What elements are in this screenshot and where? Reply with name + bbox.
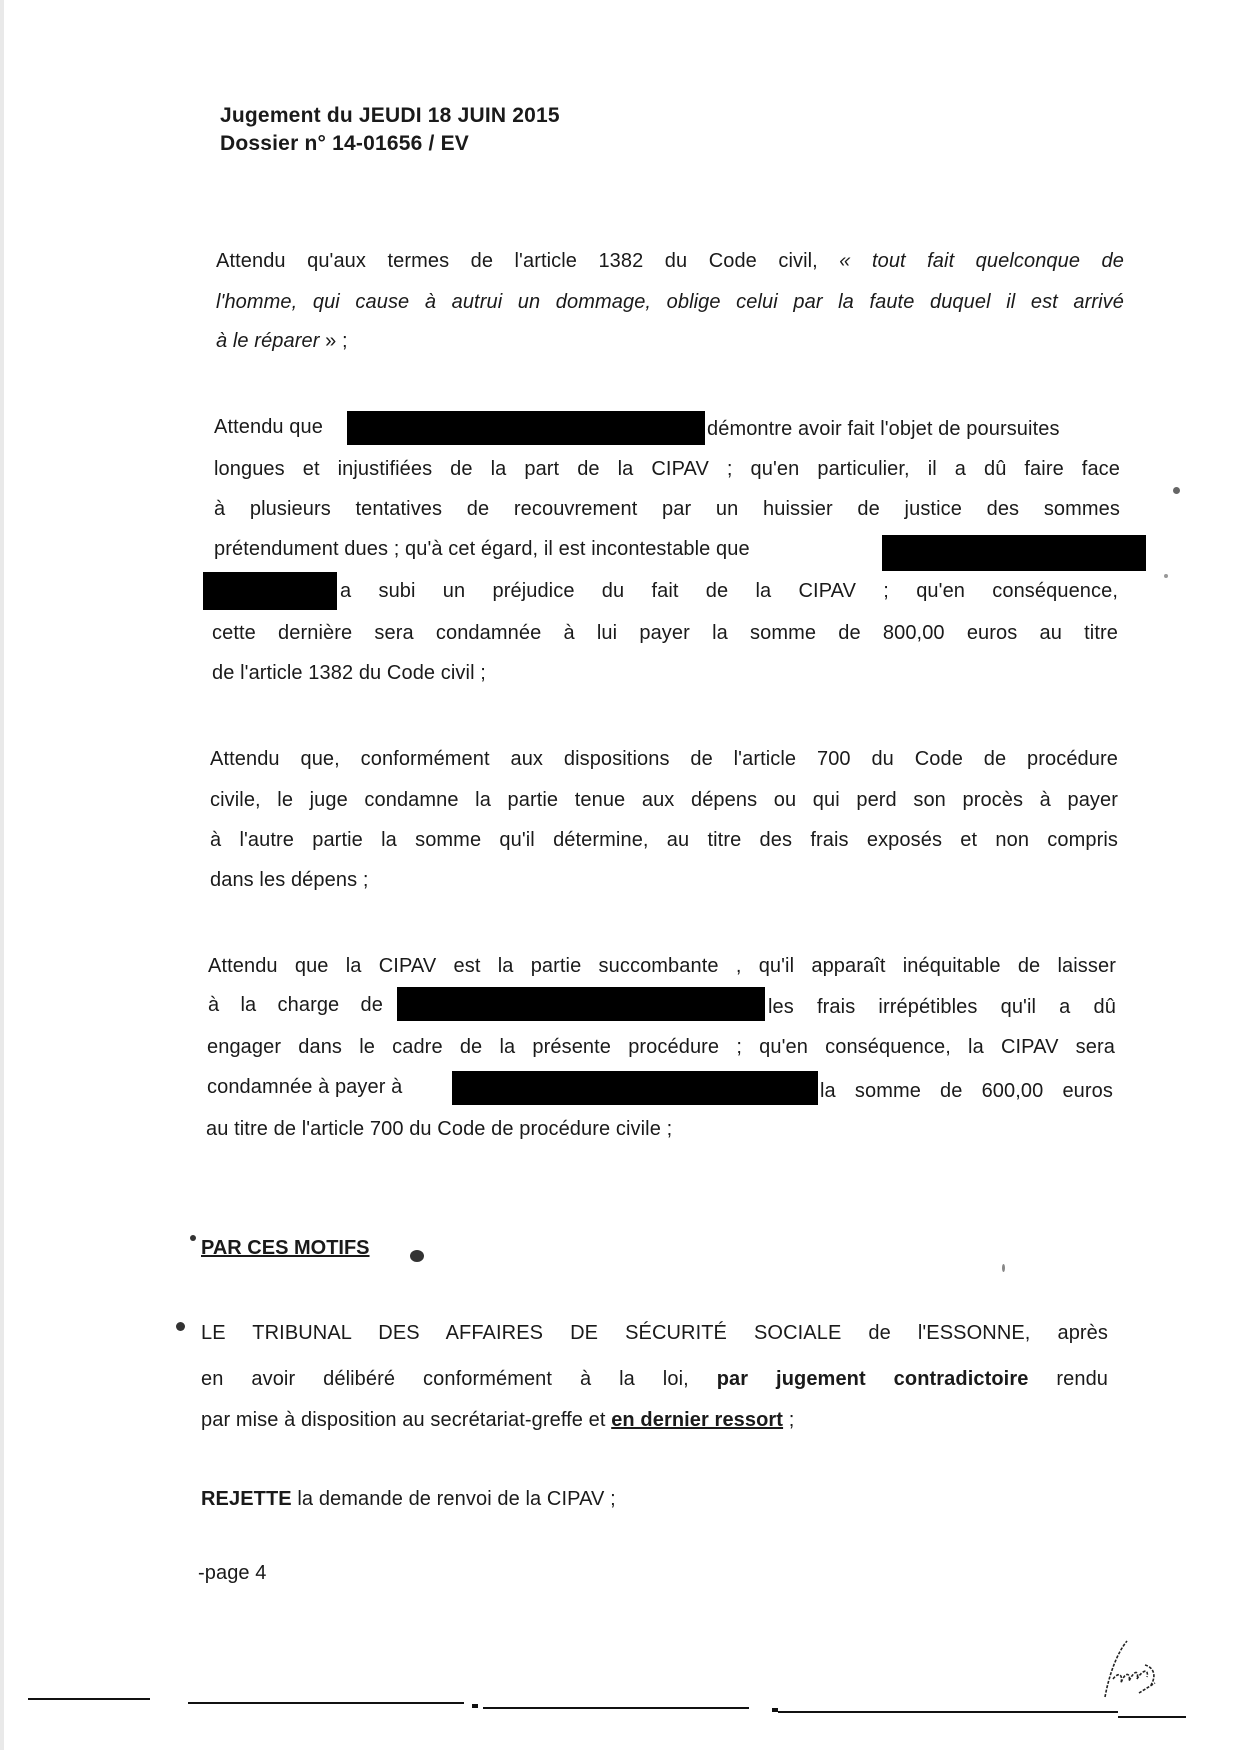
para4-line4-end: la somme de 600,00 euros [820, 1080, 1113, 1102]
redacted-name [452, 1071, 818, 1105]
para1-line1-text: Attendu qu'aux termes de l'article 1382 du Code civil, [216, 250, 840, 272]
judgment-date: Jugement du JEUDI 18 JUIN 2015 [220, 104, 560, 127]
footer-rule [778, 1711, 1118, 1713]
para1-line2: l'homme, qui cause à autrui un dommage, oblige celui par la faute duquel il est arrivé [216, 291, 1124, 313]
para2-line7: de l'article 1382 du Code civil ; [212, 662, 486, 684]
footer-dot [472, 1704, 478, 1708]
footer-rule [1118, 1716, 1186, 1718]
para2-line1-end: démontre avoir fait l'objet de poursuites [707, 418, 1060, 440]
para4-line3: engager dans le cadre de la présente procédure ; qu'en conséquence, la CIPAV sera [207, 1036, 1115, 1058]
para4-line2-start: à la charge de [208, 994, 383, 1016]
redacted-name [397, 987, 765, 1021]
para2-line2: longues et injustifiées de la part de la CIPAV ; qu'en particulier, il a dû faire face [214, 458, 1120, 480]
para1-quote-end: à le réparer [216, 330, 320, 352]
para2-line1-start: Attendu que [214, 416, 323, 438]
para4-line4-start: condamnée à payer à [207, 1076, 403, 1098]
para1-line3 [216, 330, 348, 353]
disposition-line [201, 1409, 794, 1432]
deliberation-line [201, 1368, 1108, 1391]
para4-line1: Attendu que la CIPAV est la partie succombante , qu'il apparaît inéquitable de laisser [208, 955, 1116, 977]
para1-quote-start: « tout fait quelconque de [839, 250, 1124, 272]
para3-line2: civile, le juge condamne la partie tenue aux dépens ou qui perd son procès à payer [210, 789, 1118, 811]
rejette-text: la demande de renvoi de la CIPAV ; [291, 1488, 616, 1510]
section-title-par-ces-motifs: PAR CES MOTIFS [201, 1237, 370, 1259]
judgment-type: par jugement contradictoire [716, 1368, 1029, 1390]
disposition-punct: ; [783, 1409, 795, 1431]
para1-line1 [216, 250, 1124, 273]
scan-speck [410, 1250, 424, 1262]
para2-line3: à plusieurs tentatives de recouvrement par un huissier de justice des sommes [214, 498, 1120, 520]
para2-line6: cette dernière sera condamnée à lui payer la somme de 800,00 euros au titre [212, 622, 1118, 644]
scan-speck [1173, 487, 1180, 494]
para3-line3: à l'autre partie la somme qu'il détermine, au titre des frais exposés et non compris [210, 829, 1118, 851]
deliberation-end: rendu [1028, 1368, 1109, 1390]
para4-line5: au titre de l'article 700 du Code de procédure civile ; [206, 1118, 673, 1140]
redacted-name [882, 535, 1146, 571]
redacted-name [347, 411, 705, 445]
disposition-text: par mise à disposition au secrétariat-greffe et [201, 1409, 612, 1431]
tribunal-line: LE TRIBUNAL DES AFFAIRES DE SÉCURITÉ SOCIALE de l'ESSONNE, après [201, 1322, 1108, 1344]
signature-initials [1095, 1635, 1175, 1705]
para4-line2-end: les frais irrépétibles qu'il a dû [768, 996, 1116, 1018]
footer-rule [188, 1702, 464, 1704]
deliberation-text: en avoir délibéré conformément à la loi, [201, 1368, 717, 1390]
scan-edge [0, 0, 4, 1750]
para3-line4: dans les dépens ; [210, 869, 369, 891]
para2-line4-start: prétendument dues ; qu'à cet égard, il est incontestable que [214, 538, 750, 560]
para1-line3-punct: » ; [319, 330, 348, 352]
scan-speck [1164, 574, 1168, 578]
footer-rule [483, 1707, 749, 1709]
scan-speck [1002, 1264, 1005, 1272]
rejette-keyword: REJETTE [201, 1488, 292, 1510]
scan-speck [190, 1235, 196, 1241]
para3-line1: Attendu que, conformément aux dispositions de l'article 700 du Code de procédure [210, 748, 1118, 770]
footer-rule [28, 1698, 150, 1700]
page-number: -page 4 [198, 1562, 267, 1584]
para2-line5: a subi un préjudice du fait de la CIPAV ; qu'en conséquence, [340, 580, 1118, 602]
redacted-name [203, 572, 337, 610]
scan-speck [176, 1322, 185, 1331]
case-number: Dossier n° 14-01656 / EV [220, 132, 469, 155]
last-resort: en dernier ressort [611, 1409, 784, 1431]
rejette-line [201, 1488, 616, 1511]
